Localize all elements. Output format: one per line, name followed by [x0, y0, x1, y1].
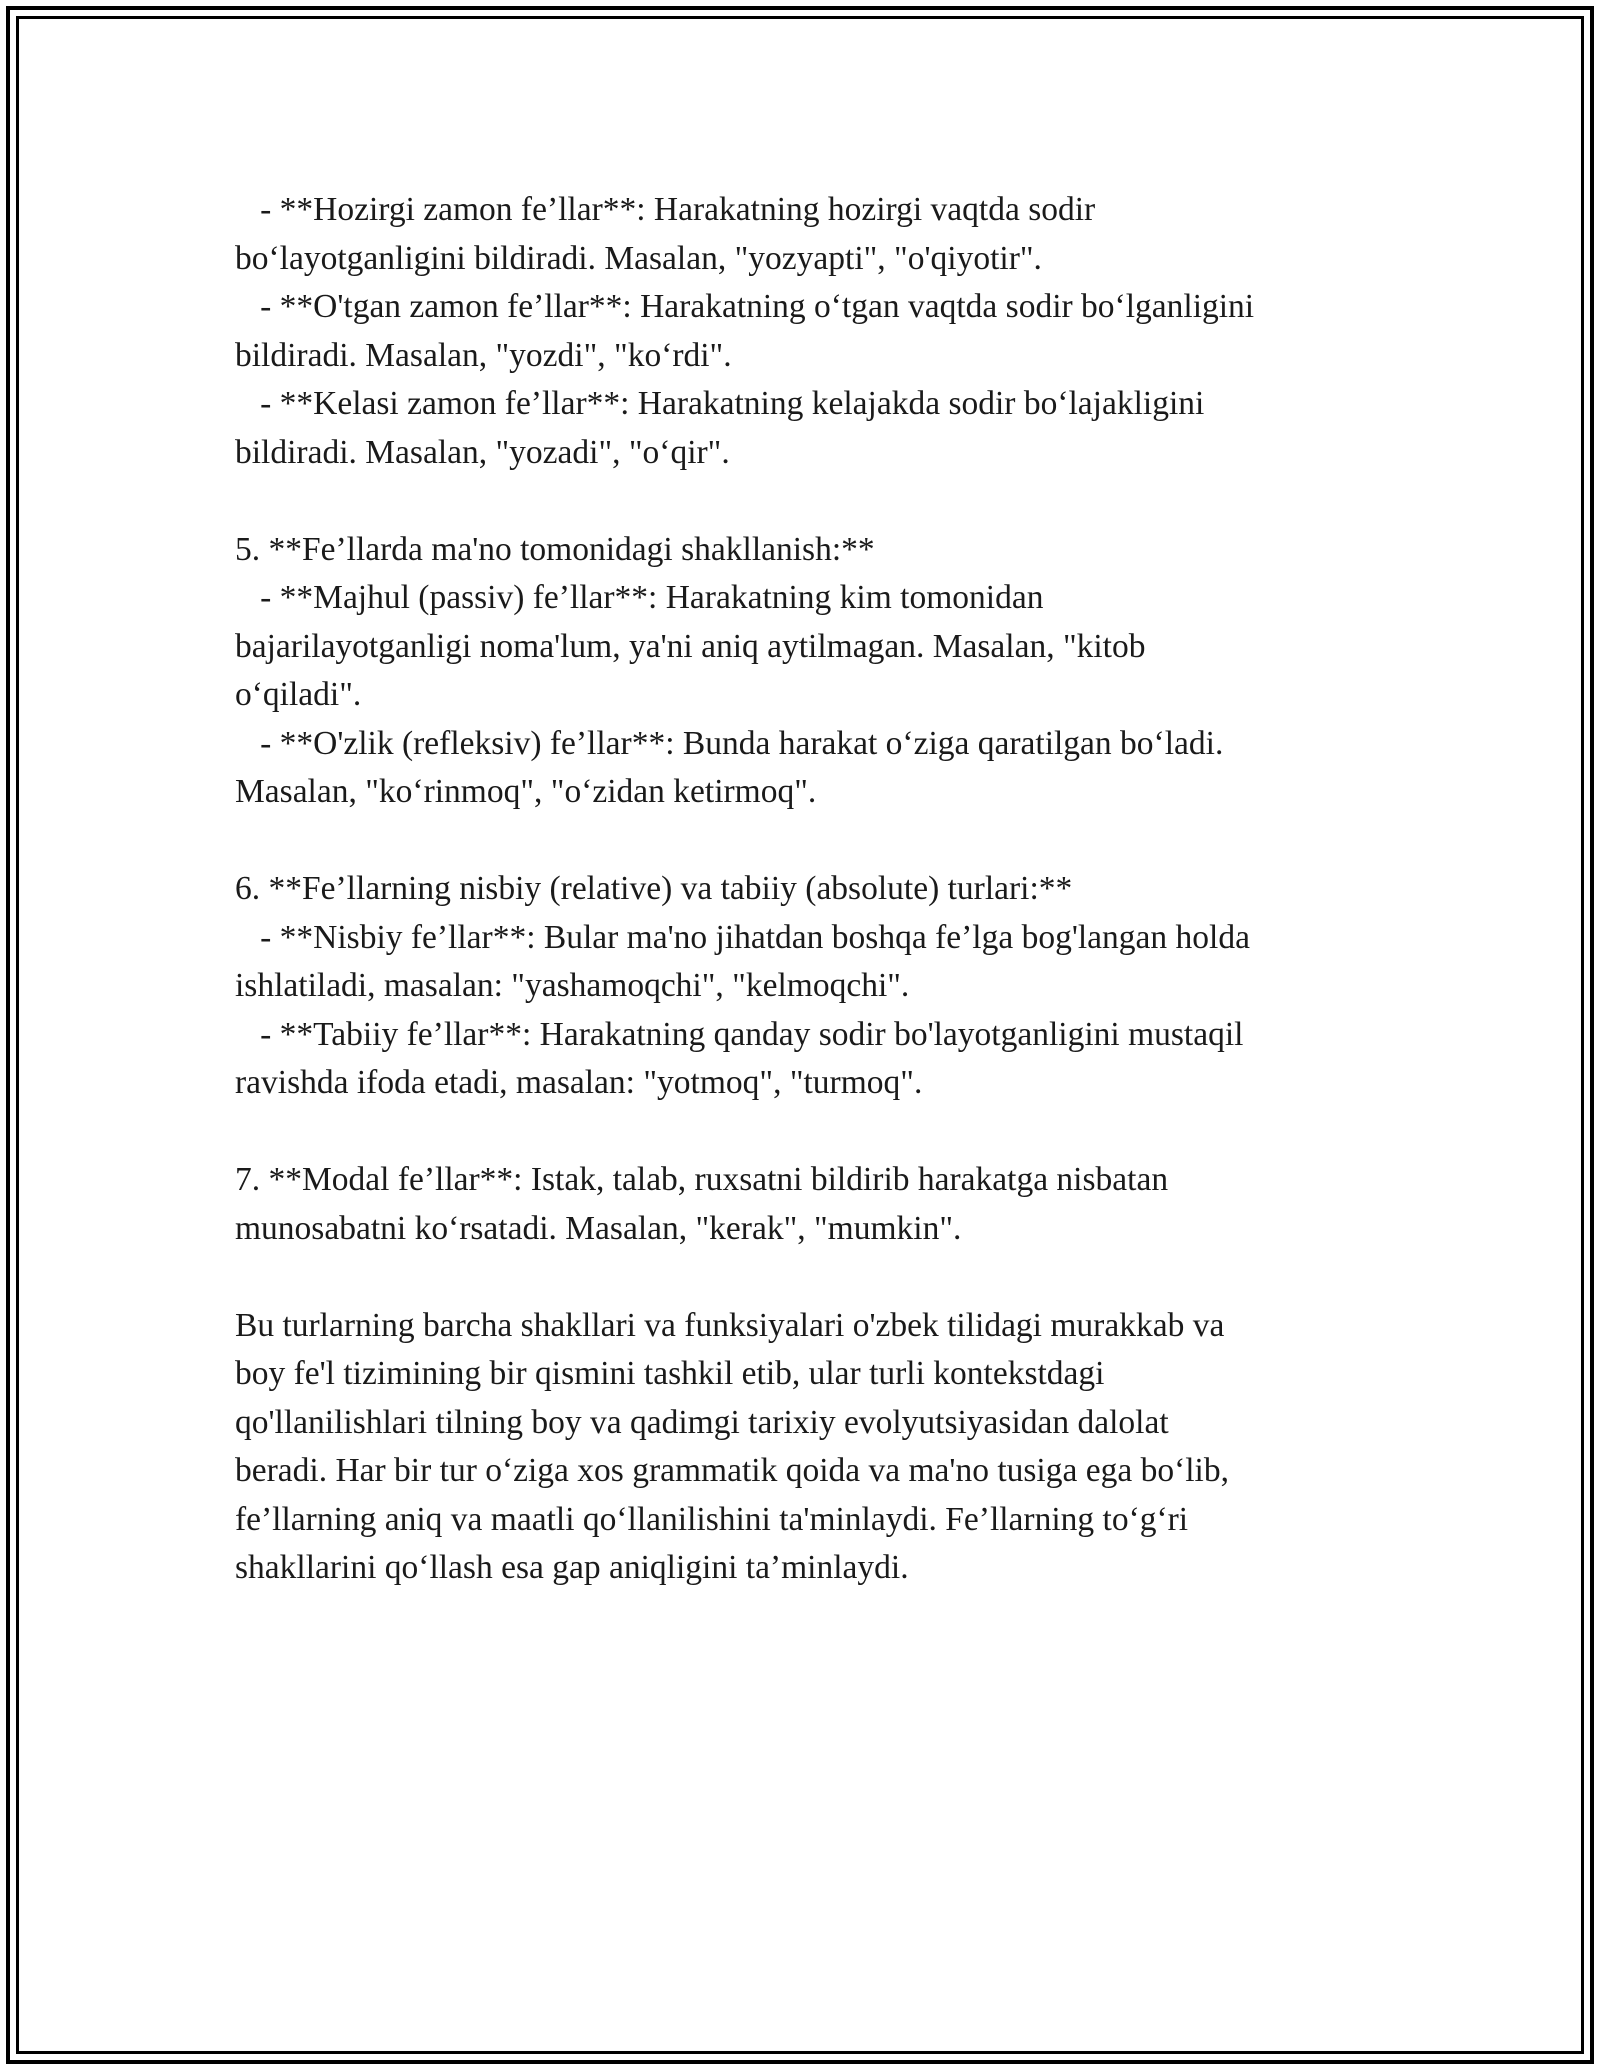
text-line: Masalan, "ko‘rinmoq", "o‘zidan ketirmoq".	[235, 773, 817, 810]
text-line: shakllarini qo‘llash esa gap aniqligini ta’minlaydi.	[235, 1549, 909, 1586]
text-line: beradi. Har bir tur o‘ziga xos grammatik qoida va ma'no tusiga ega bo‘lib,	[235, 1452, 1229, 1489]
text-line: ravishda ifoda etadi, masalan: "yotmoq", "turmoq".	[235, 1064, 923, 1101]
text-line: - **O'zlik (refleksiv) fe’llar**: Bunda harakat o‘ziga qaratilgan bo‘ladi.	[235, 724, 1224, 762]
section-5-heading	[235, 526, 1395, 575]
bullet-ozlik	[235, 720, 1395, 817]
text-line: - **Hozirgi zamon fe’llar**: Harakatning hozirgi vaqtda sodir	[235, 191, 1096, 228]
text-line: bajarilayotganligi noma'lum, ya'ni aniq aytilmagan. Masalan, "kitob	[235, 627, 1146, 665]
text-line: 6. **Fe’llarning nisbiy (relative) va tabiiy (absolute) turlari:**	[235, 870, 1073, 907]
bullet-otgan-zamon	[235, 283, 1395, 380]
text-line: - **Kelasi zamon fe’llar**: Harakatning kelajakda sodir bo‘lajakligini	[235, 385, 1205, 422]
text-line: bildiradi. Masalan, "yozadi", "o‘qir".	[235, 433, 730, 471]
text-line: munosabatni ko‘rsatadi. Masalan, "kerak", "mumkin".	[235, 1209, 962, 1247]
bullet-nisbiy	[235, 914, 1395, 1011]
text-line: bildiradi. Masalan, "yozdi", "ko‘rdi".	[235, 336, 732, 374]
paragraph-gap	[235, 1108, 1395, 1157]
bullet-majhul	[235, 574, 1395, 720]
bullet-hozirgi-zamon	[235, 186, 1395, 283]
document-body	[235, 186, 1395, 1593]
text-line: bo‘layotganligini bildiradi. Masalan, "yozyapti", "o'qiyotir".	[235, 239, 1042, 277]
bullet-kelasi-zamon	[235, 380, 1395, 477]
text-line: - **Nisbiy fe’llar**: Bular ma'no jihatdan boshqa fe’lga bog'langan holda	[235, 918, 1250, 956]
text-line: - **O'tgan zamon fe’llar**: Harakatning o‘tgan vaqtda sodir bo‘lganligini	[235, 288, 1255, 325]
text-line: o‘qiladi".	[235, 676, 362, 713]
text-line: - **Majhul (passiv) fe’llar**: Harakatning kim tomonidan	[235, 579, 1044, 616]
paragraph-gap	[235, 477, 1395, 526]
paragraph-gap	[235, 1253, 1395, 1302]
paragraph-gap	[235, 817, 1395, 866]
text-line: - **Tabiiy fe’llar**: Harakatning qanday sodir bo'layotganligini mustaqil	[235, 1015, 1244, 1053]
section-7-modal	[235, 1156, 1395, 1253]
text-line: boy fe'l tizimining bir qismini tashkil etib, ular turli kontekstdagi	[235, 1355, 1105, 1392]
text-line: qo'llanilishlari tilning boy va qadimgi tarixiy evolyutsiyasidan dalolat	[235, 1403, 1169, 1441]
text-line: Bu turlarning barcha shakllari va funksiyalari o'zbek tilidagi murakkab va	[235, 1306, 1225, 1344]
text-line: ishlatiladi, masalan: "yashamoqchi", "kelmoqchi".	[235, 967, 910, 1004]
conclusion-paragraph	[235, 1302, 1395, 1593]
text-line: 5. **Fe’llarda ma'no tomonidagi shakllanish:**	[235, 530, 875, 568]
text-line: fe’llarning aniq va maatli qo‘llanilishini ta'minlaydi. Fe’llarning to‘g‘ri	[235, 1500, 1189, 1538]
bullet-tabiiy	[235, 1011, 1395, 1108]
section-6-heading	[235, 865, 1395, 914]
text-line: 7. **Modal fe’llar**: Istak, talab, ruxsatni bildirib harakatga nisbatan	[235, 1161, 1169, 1198]
